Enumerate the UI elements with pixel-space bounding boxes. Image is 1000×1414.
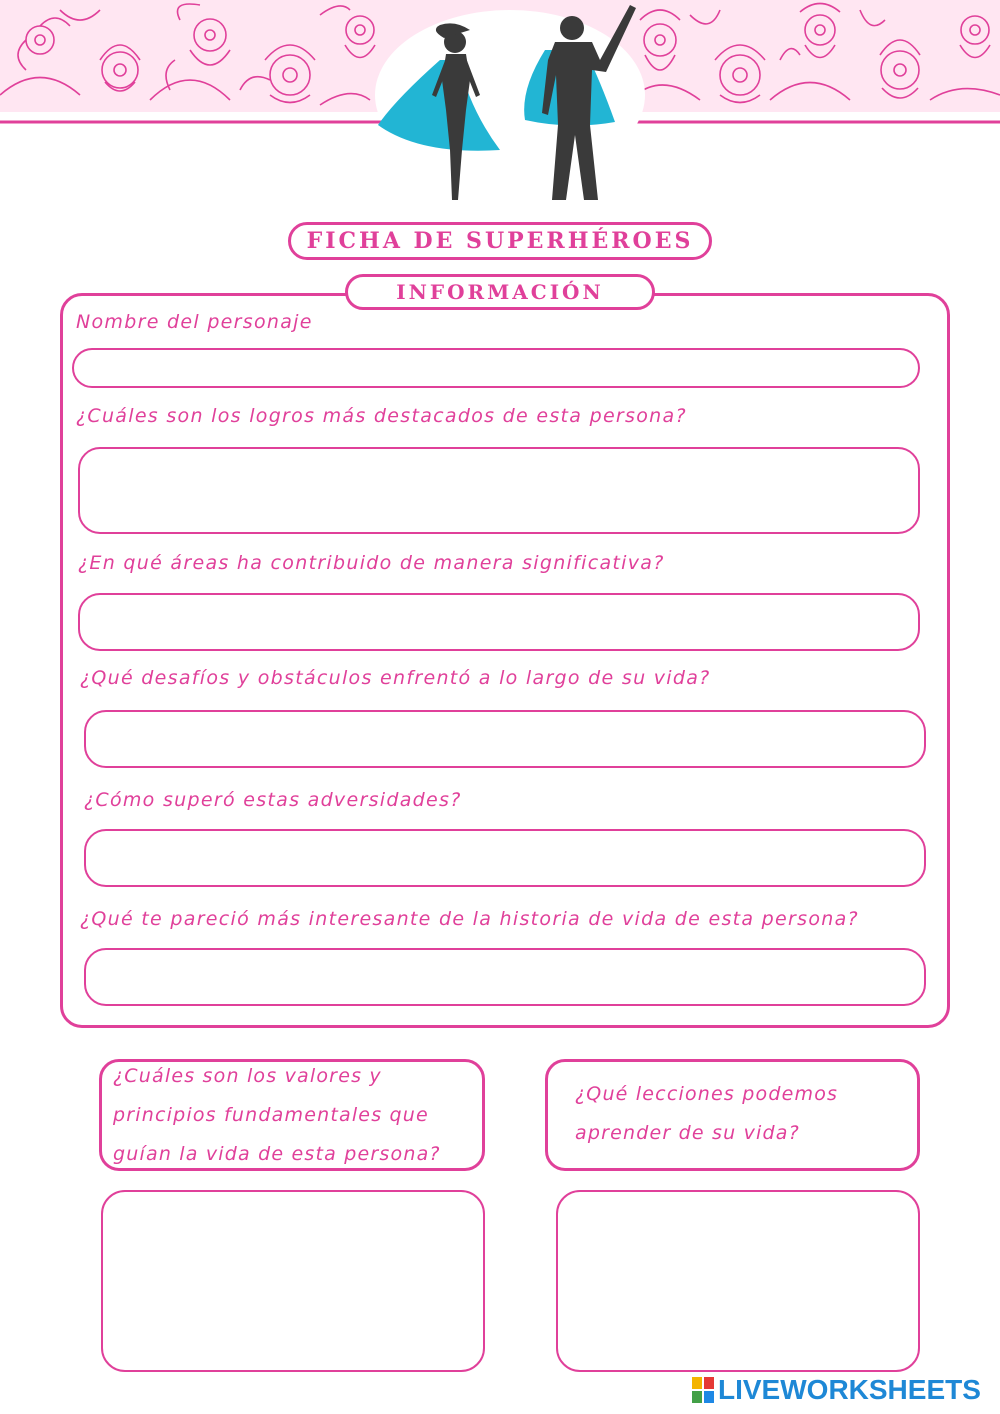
most-interesting-field[interactable] — [84, 948, 926, 1006]
lessons-answer-field[interactable] — [556, 1190, 920, 1372]
question-overcoming: ¿Cómo superó estas adversidades? — [84, 789, 462, 811]
question-contribution-areas: ¿En qué áreas ha contribuido de manera significativa? — [78, 552, 665, 574]
question-achievements: ¿Cuáles son los logros más destacados de esta persona? — [76, 405, 687, 427]
challenges-field[interactable] — [84, 710, 926, 768]
values-question-text — [113, 1057, 441, 1174]
overcoming-field[interactable] — [84, 829, 926, 887]
worksheet-title: FICHA DE SUPERHÉROES — [288, 222, 712, 260]
liveworksheets-logo-icon — [692, 1377, 714, 1403]
question-character-name: Nombre del personaje — [76, 311, 313, 333]
lessons-question-text — [575, 1075, 838, 1153]
liveworksheets-brand — [692, 1374, 981, 1406]
header-illustration — [0, 0, 1000, 210]
information-section-title: INFORMACIÓN — [345, 274, 655, 310]
question-most-interesting: ¿Qué te pareció más interesante de la historia de vida de esta persona? — [80, 908, 859, 930]
contribution-areas-field[interactable] — [78, 593, 920, 651]
character-name-field[interactable] — [72, 348, 920, 388]
lessons-question-line: aprender de su vida? — [575, 1122, 800, 1144]
brand-name: LIVEWORKSHEETS — [718, 1374, 981, 1405]
values-question-line: ¿Cuáles son los valores y — [113, 1065, 382, 1087]
values-answer-field[interactable] — [101, 1190, 485, 1372]
lessons-question-line: ¿Qué lecciones podemos — [575, 1083, 839, 1105]
question-challenges: ¿Qué desafíos y obstáculos enfrentó a lo largo de su vida? — [80, 667, 711, 689]
achievements-field[interactable] — [78, 447, 920, 534]
values-question-line: guían la vida de esta persona? — [113, 1143, 441, 1165]
values-question-line: principios fundamentales que — [113, 1104, 429, 1126]
